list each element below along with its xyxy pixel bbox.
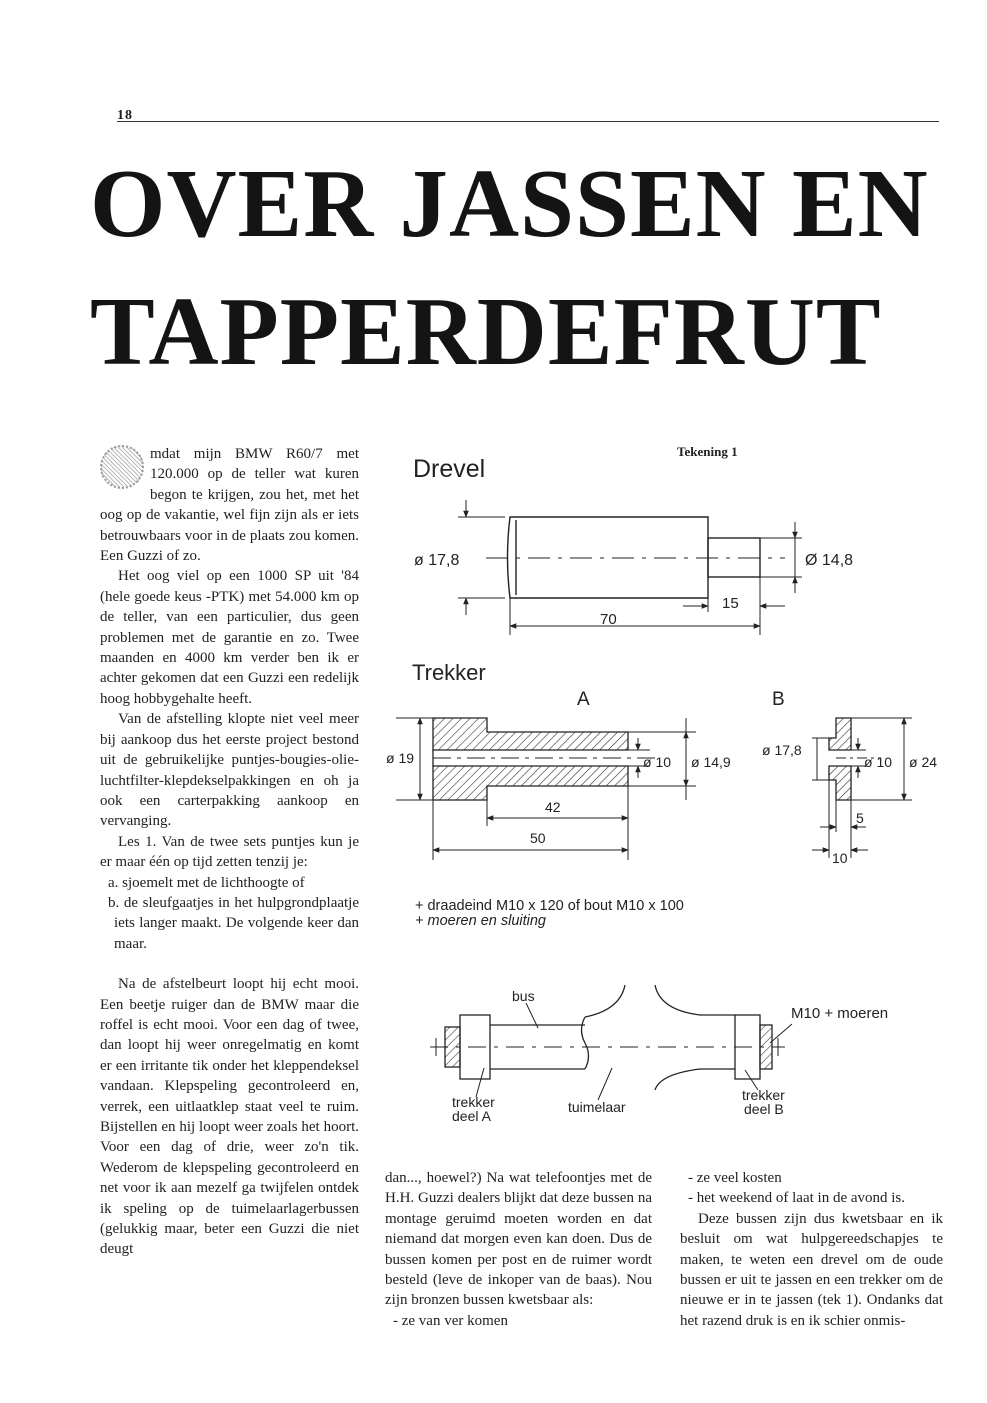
list-item-weekend: - het weekend of laat in de avond is. bbox=[688, 1190, 906, 1207]
drevel-drawing bbox=[413, 455, 802, 635]
drop-cap-o bbox=[100, 445, 144, 489]
trekker-b-drawing bbox=[812, 718, 912, 858]
trekker-a-diameter-bore: ø 10 bbox=[643, 754, 672, 770]
drevel-title: Drevel bbox=[413, 455, 486, 483]
assembly-label-m10: M10 + moeren bbox=[791, 1005, 889, 1022]
paragraph-2: Het oog viel op een 1000 SP uit '84 (hele goede keus -PTK) met 54.000 km op de teller, van een particulier, dus geen problemen met de garantie en zo. Twee maanden en 4000 km verder ben ik er achter gekomen dat een Guzzi een redelijk hoog hobbygehalte heeft. bbox=[100, 568, 359, 707]
note-line-2: + moeren en sluiting bbox=[415, 913, 546, 929]
list-item-a: a. sjoemelt met de lichthoogte of bbox=[108, 874, 305, 891]
title-line-2: TAPPERDEFRUT bbox=[90, 278, 882, 385]
trekker-b-diameter-outer: ø 24 bbox=[909, 754, 938, 770]
note-line-1: + draadeind M10 x 120 of bout M10 x 100 bbox=[415, 898, 684, 914]
paragraph-3: Van de afstelling klopte niet veel meer bij aankoop dus het eerste project bestond uit de gebruikelijke puntjes-bougies-olie-luchtfilter-klepdekselpakkingen en oh ja ook een carterpakking aankoop en vervanging. bbox=[100, 711, 359, 830]
column-2 bbox=[385, 1168, 652, 1331]
paragraph-5: Na de afstelbeurt loopt hij echt mooi. Een beetje ruiger dan de BMW maar die roffel is echt mooi. Voor een dag of twee, dan loopt hij weer onregelmatig en komt er een irritante tik onder het kleppendeksel vandaan. Klepspeling gecontroleerd en, verrek, een uitlaatklep staat veel te ruim. Bijstellen en hij loopt weer zoals het hoort. Voor een dag of drie, weer zo'n tik. Wederom de klepspeling gecontroleerd en net voor ik aan mezelf ga twijfelen ontdek ik speling op de tuimelaarlagerbussen (gelukkig maar, beter een Guzzi die niet deugt bbox=[100, 976, 359, 1258]
assembly-label-tuimelaar: tuimelaar bbox=[568, 1099, 626, 1115]
trekker-a-diameter-outer: ø 19 bbox=[386, 750, 415, 766]
assembly-label-trekker-b-1: trekker bbox=[742, 1087, 785, 1103]
drevel-length-pin: 15 bbox=[722, 595, 739, 612]
drevel-diameter-right: Ø 14,8 bbox=[805, 552, 854, 569]
list-item-cost: - ze veel kosten bbox=[688, 1170, 782, 1186]
list-item-far: - ze van ver komen bbox=[393, 1312, 508, 1329]
trekker-b-diameter-bore: ø 10 bbox=[864, 754, 893, 770]
paragraph-4: Les 1. Van de twee sets puntjes kun je er maar één op tijd zetten tenzij je: bbox=[100, 833, 359, 871]
paragraph-1: mdat mijn BMW R60/7 met 120.000 op de teller wat kuren begon te krijgen, zou het, met het oog op de vakantie, wel fijn zijn als er iets betrouwbaars voor in de plaats zou komen. Een Guzzi of zo. bbox=[100, 446, 359, 565]
assembly-label-trekker-b-2: deel B bbox=[744, 1101, 784, 1117]
trekker-a-drawing bbox=[396, 718, 696, 860]
trekker-title: Trekker bbox=[412, 660, 486, 685]
trekker-a-diameter-step: ø 14,9 bbox=[691, 754, 731, 770]
page-number: 18 bbox=[117, 108, 133, 123]
trekker-b-length-10: 10 bbox=[832, 850, 848, 866]
header-rule bbox=[117, 121, 939, 122]
assembly-label-bus: bus bbox=[512, 988, 535, 1004]
drevel-length-total: 70 bbox=[600, 611, 617, 628]
title-line-1: OVER JASSEN EN bbox=[90, 150, 929, 257]
list-item-b: b. de sleufgaatjes in het hulpgrondplaatje iets langer maakt. De volgende keer dan maar. bbox=[108, 894, 359, 952]
figure-caption: Tekening 1 bbox=[677, 444, 738, 459]
assembly-label-trekker-a-2: deel A bbox=[452, 1108, 491, 1124]
drawing-svg bbox=[380, 440, 955, 1140]
trekker-b-diameter-left: ø 17,8 bbox=[762, 742, 802, 758]
trekker-a-length-42: 42 bbox=[545, 799, 561, 815]
paragraph-6: dan..., hoewel?) Na wat telefoontjes met de H.H. Guzzi dealers blijkt dat deze bussen na montage geruimd moeten worden en dat niemand dat morgen even kan doen. Dus de bussen komen per post en de ruimer wordt besteld (leve de inkoper van de baas). Nou zijn bronzen bussen kwetsbaar als: bbox=[385, 1170, 652, 1309]
trekker-label-a: A bbox=[577, 689, 590, 710]
column-3 bbox=[680, 1168, 943, 1331]
trekker-label-b: B bbox=[772, 689, 785, 710]
assembly-drawing bbox=[430, 985, 792, 1100]
article-title bbox=[90, 140, 950, 396]
drevel-diameter-left: ø 17,8 bbox=[414, 552, 460, 569]
technical-drawing bbox=[380, 440, 955, 1140]
trekker-a-length-50: 50 bbox=[530, 830, 546, 846]
trekker-b-length-5: 5 bbox=[856, 810, 864, 826]
assembly-label-trekker-a-1: trekker bbox=[452, 1094, 495, 1110]
column-1 bbox=[100, 444, 359, 1260]
paragraph-7: Deze bussen zijn dus kwetsbaar en ik besluit om wat hulpgereedschapjes te maken, te weten een drevel om de oude bussen er uit te jassen en een trekker om de nieuwe er in te jassen (tek 1). Ondanks dat het razend druk is en ik schier onmis- bbox=[680, 1210, 943, 1329]
